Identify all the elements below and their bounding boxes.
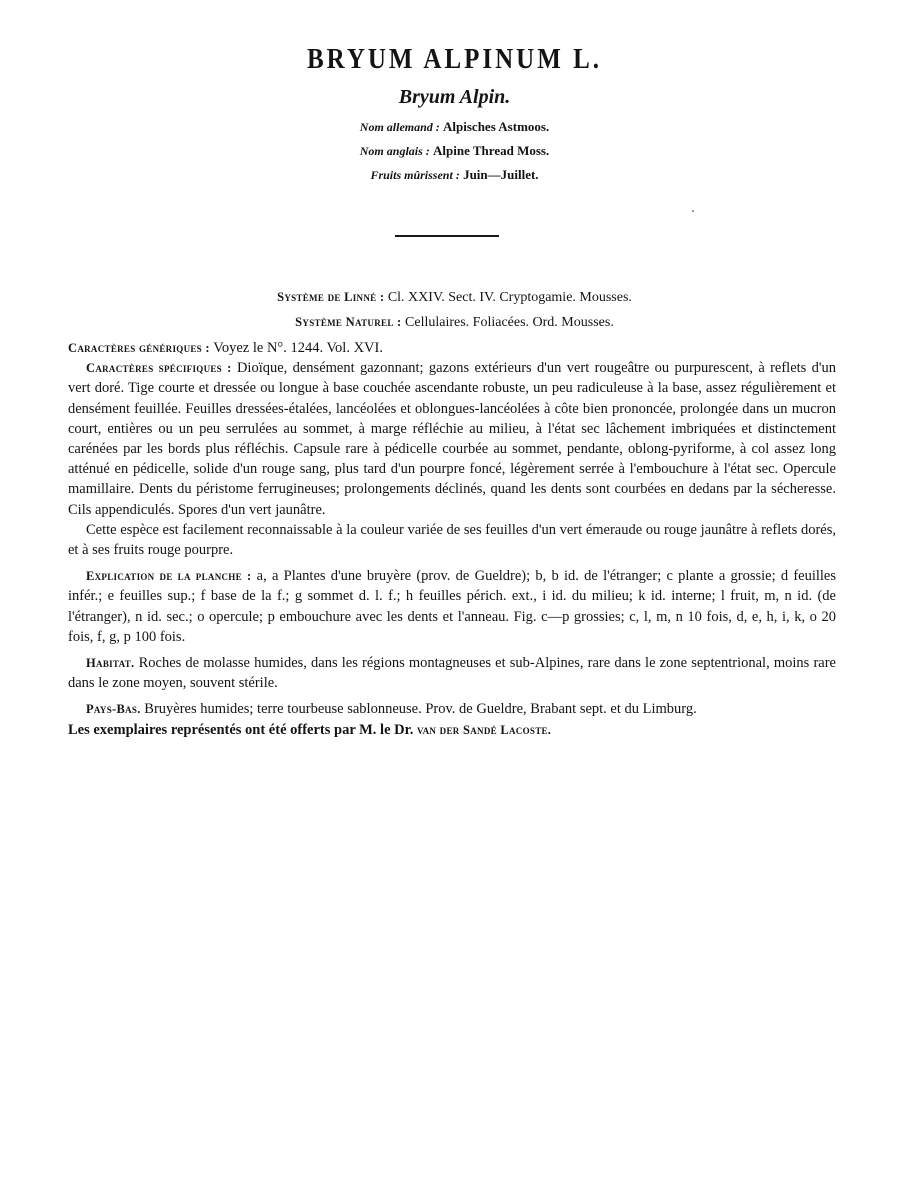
species-title: BRYUM ALPINUM L. bbox=[306, 43, 603, 75]
system-linne: Système de Linné : Cl. XXIV. Sect. IV. Cryptogamie. Mousses. bbox=[277, 290, 632, 305]
page-header bbox=[0, 43, 909, 187]
donors-line: Les exemplaires représentés ont été offerts par M. le Dr. van der Sandé Lacoste. bbox=[68, 721, 552, 738]
divider-rule bbox=[395, 235, 499, 237]
classification-systems bbox=[0, 285, 909, 335]
fruiting-season: Fruits mûrissent : Juin—Juillet. bbox=[370, 167, 539, 182]
plate-explanation: Explication de la planche : a, a Plantes d'une bruyère (prov. de Gueldre); b, b id. de l'étranger; c plante a grossie; d feuilles infér.; e feuilles sup.; f base de la f.; g sommet d. l. f.; h feuilles périch. ext., i id. du milieu; k id. interne; l fruit, m, n id. (de l'étranger), n id. sec.; o opercule; p embouchure avec les dents et l'anneau. Fig. c—p grossies; c, l, m, n 10 fois, d, e, h, i, k, o 20 fois, f, g, p 100 fois. bbox=[68, 568, 837, 645]
habitat-section: Habitat. Roches de molasse humides, dans les régions montagneuses et sub-Alpines, rare dans le zone septentrional, moins rare dans le zone moyen, souvent stérile. bbox=[68, 655, 836, 692]
name-english: Nom anglais : Alpine Thread Moss. bbox=[359, 143, 550, 158]
name-german: Nom allemand : Alpisches Astmoos. bbox=[359, 119, 550, 134]
paper-speck bbox=[692, 210, 694, 212]
common-names bbox=[0, 115, 909, 187]
generic-characters: Caractères génériques : Voyez le N°. 1244. Vol. XVI. bbox=[68, 340, 383, 356]
species-subtitle: Bryum Alpin. bbox=[398, 86, 511, 108]
system-naturel: Système Naturel : Cellulaires. Foliacées. Ord. Mousses. bbox=[295, 315, 614, 330]
identification-note: Cette espèce est facilement reconnaissable à la couleur variée de ses feuilles d'un vert émeraude ou rouge jaunâtre à reflets dorés, et à ses fruits rouge pourpre. bbox=[68, 521, 836, 559]
specific-characters: Caractères spécifiques : Dioïque, densément gazonnant; gazons extérieurs d'un vert rougeâtre ou purpurescent, à reflets d'un vert doré. Tige courte et dressée ou longue à base couchée ascendante robuste, un peu radiculeuse à la base, assez régulièrement et densément feuillée. Feuilles dressées-étalées, lancéolées et oblongues-lancéolées à côte bien prononcée, prolongée dans un mucron court, entières ou un peu serrulées au sommet, à marge réfléchie au milieu, à l'état sec lâchement imbriquées et distinctement carénées par les bords plus réfléchis. Capsule rare à pédicelle courbée au sommet, pendante, oblong-pyriforme, à col assez long atténué en pédicelle, solide d'un rouge sang, plus tard d'un pourpre foncé, légèrement serrée à l'embouchure à l'état sec. Opercule mamillaire. Dents du péristome ferrugineuses; prolongements déclinés, quand les dents sont courbées en dedans par la sécheresse. Cils appendiculés. Spores d'un vert jaunâtre. bbox=[68, 360, 837, 518]
description-body bbox=[68, 338, 836, 740]
netherlands-section: Pays-Bas. Bruyères humides; terre tourbeuse sablonneuse. Prov. de Gueldre, Brabant sept. et du Limburg. bbox=[86, 701, 697, 718]
